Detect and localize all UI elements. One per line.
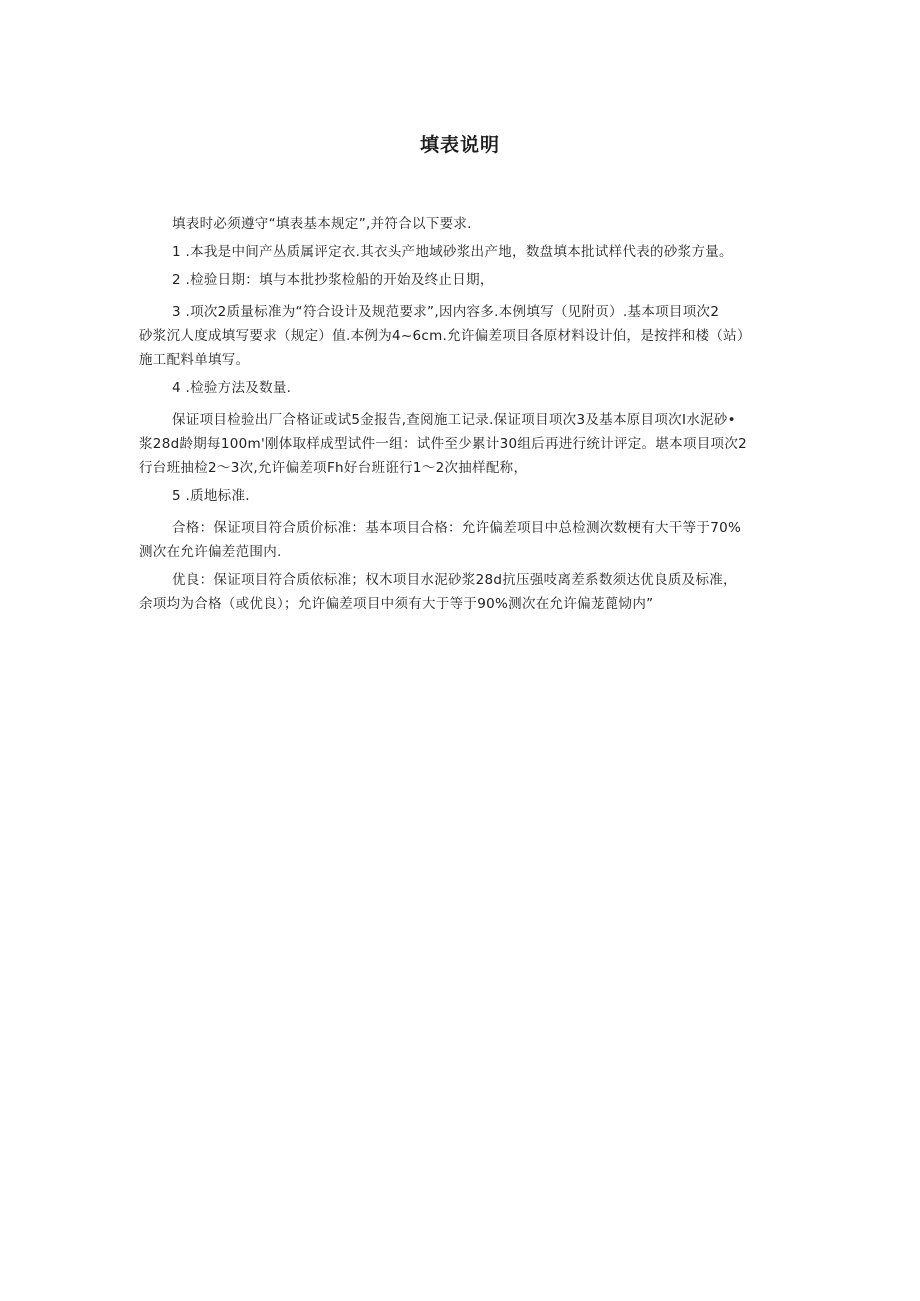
text-line: 余项均为合格（或优良）；允许偏差项目中须有大于等于90%测次在允许偏茏蓖恸内” — [139, 596, 654, 612]
text-line: 填表时必须遵守“填表基本规定”,并符合以下要求. — [172, 216, 472, 232]
paragraph-pass-standard — [139, 516, 815, 564]
text-line: 砂浆沉人度成填写要求（规定）值.本例为4~6cm.允许偏差项目各原材料设计伯，是按拌和楼（站） — [139, 328, 751, 344]
text-line: 3 .项次2质量标准为“符合设计及规范要求”,因内容多.本例填写（见附页）.基本项目项次2 — [172, 304, 720, 320]
paragraph-inspection — [139, 408, 815, 480]
document-title: 填表说明 — [419, 134, 500, 156]
text-line: 保证项目检验出厂合格证或试5金报告,查阅施工记录.保证项目项次3及基本原目项次I水泥砂• — [172, 412, 736, 428]
paragraph-item-4 — [139, 376, 815, 400]
text-line: 行台班抽检2～3次,允许偏差项Fh好台班诳行1～2次抽样配称， — [139, 460, 528, 476]
text-line: 优良：保证项目符合质依标准；权木项目水泥砂浆28d抗压强吱离差系数须达优良质及标准， — [172, 572, 737, 588]
paragraph-intro — [139, 212, 815, 236]
paragraph-item-5 — [139, 484, 815, 508]
text-line: 浆28d龄期每100m'刚体取样成型试件一组：试件至少累计30组后再进行统计评定。堪本项目项次2 — [139, 436, 748, 452]
text-line: 1 .本我是中间产丛质属评定衣.其衣头产地域砂浆出产地，数盘填本批试样代表的砂浆方量。 — [172, 244, 733, 260]
text-line: 5 .质地标准. — [172, 488, 250, 504]
paragraph-item-1 — [139, 240, 815, 264]
paragraph-excellent-standard — [139, 568, 815, 616]
paragraph-item-2 — [139, 268, 815, 292]
text-line: 4 .检验方法及数量. — [172, 380, 292, 396]
text-line: 2 .检验日期：填与本批抄浆检船的开始及终止日期， — [172, 272, 494, 288]
paragraph-item-3 — [139, 300, 815, 372]
document-body — [139, 212, 815, 616]
text-line: 测次在允许偏差范围内. — [139, 544, 282, 560]
text-line: 施工配料单填写。 — [139, 352, 250, 368]
text-line: 合格：保证项目符合质价标准：基本项目合格：允许偏差项目中总检测次数梗有大干等于70% — [172, 520, 742, 536]
